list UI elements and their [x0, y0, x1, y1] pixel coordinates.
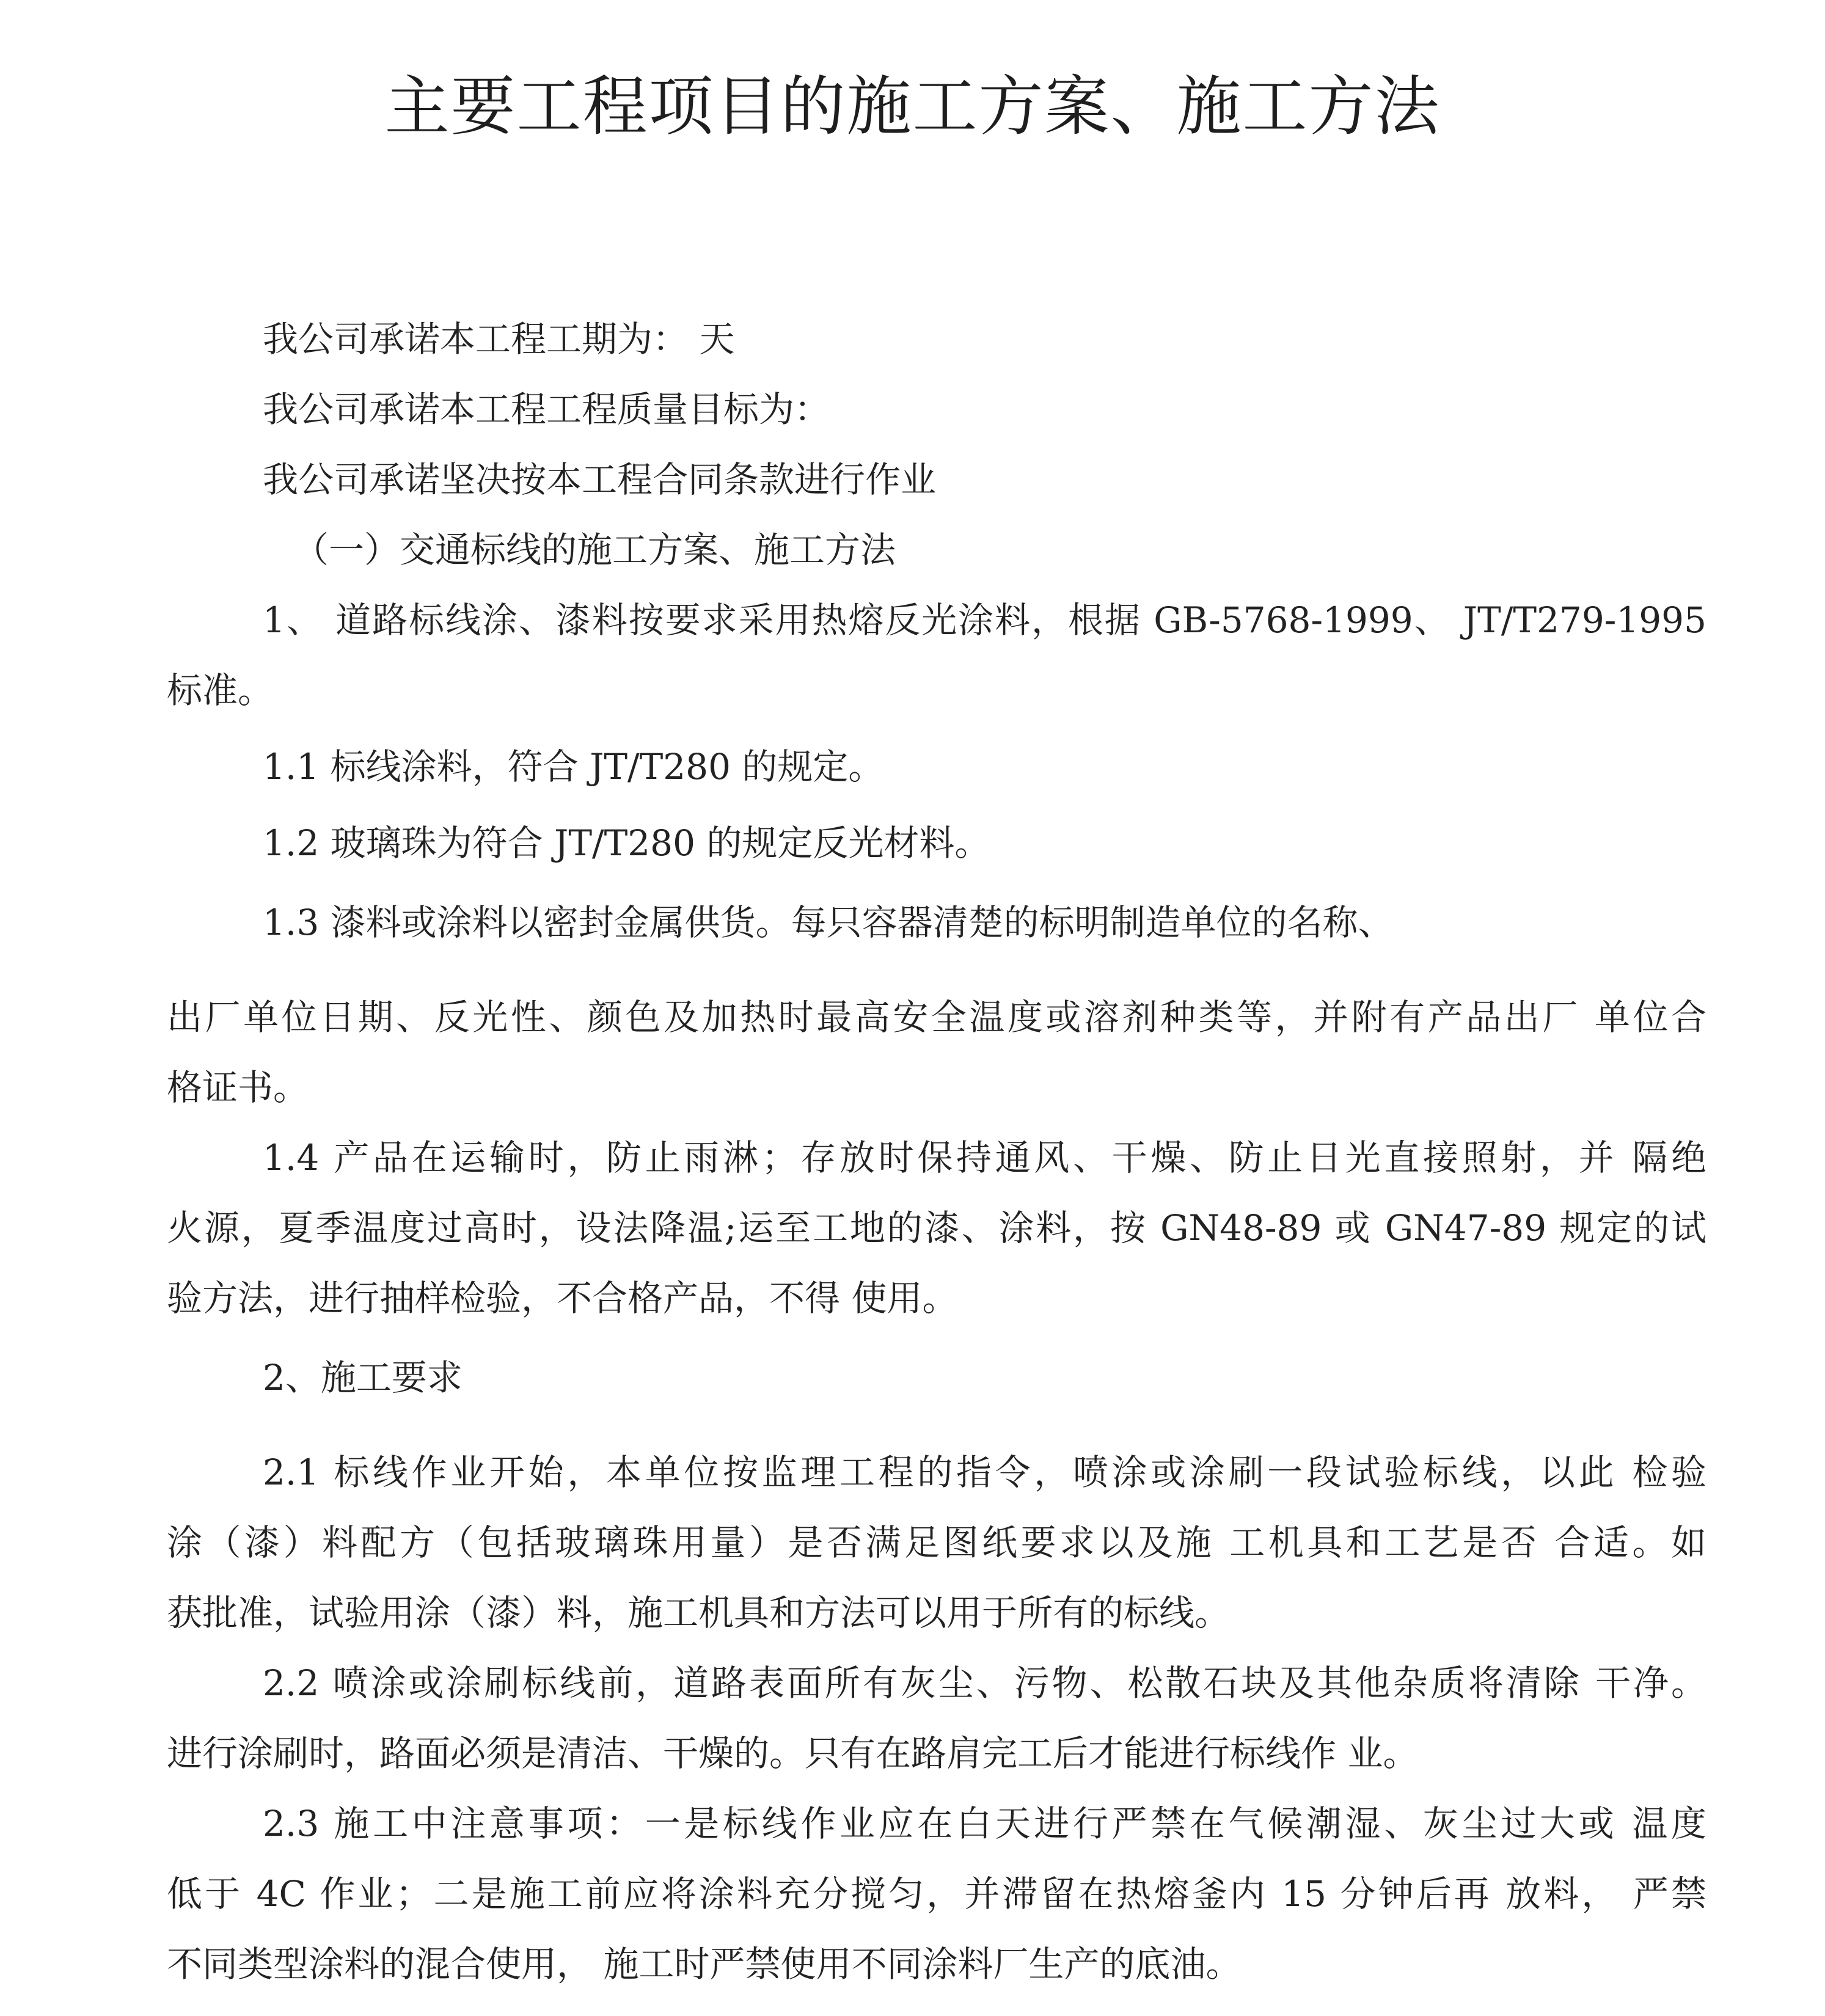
paragraph-line: 标准。	[167, 670, 274, 711]
page-title: 主要工程项目的施工方案、施工方法	[384, 69, 1441, 144]
paragraph-line: 进行涂刷时，路面必须是清洁、干燥的。只有在路肩完工后才能进行标线作 业。	[167, 1733, 1419, 1774]
paragraph-line: 1、 道路标线涂、漆料按要求采用热熔反光涂料，根据 GB-5768-1999、 JT/T279-1995	[263, 599, 1706, 641]
paragraph-line: 出厂单位日期、反光性、颜色及加热时最高安全温度或溶剂种类等，并附有产品出厂 单位合	[167, 996, 1706, 1038]
paragraph-line: 1.1 标线涂料，符合 JT/T280 的规定。	[263, 746, 884, 787]
paragraph-line: 低于 4C 作业；二是施工前应将涂料充分搅匀，并滞留在热熔釜内 15 分钟后再 放料， 严禁	[167, 1873, 1706, 1915]
subsection-heading: 2、施工要求	[263, 1357, 463, 1398]
paragraph-line: 格证书。	[167, 1067, 309, 1108]
paragraph-line: 2.3 施工中注意事项：一是标线作业应在白天进行严禁在气候潮湿、灰尘过大或 温度	[263, 1803, 1706, 1844]
paragraph-line: 2.2 喷涂或涂刷标线前，道路表面所有灰尘、污物、松散石块及其他杂质将清除 干净。	[263, 1662, 1706, 1704]
paragraph-line: 获批准，试验用涂（漆）料，施工机具和方法可以用于所有的标线。	[167, 1592, 1231, 1634]
paragraph-line-quality: 我公司承诺本工程工程质量目标为：	[263, 389, 830, 430]
paragraph-line: 涂（漆）料配方（包括玻璃珠用量）是否满足图纸要求以及施 工机具和工艺是否 合适。如	[167, 1522, 1706, 1563]
paragraph-line: 1.2 玻璃珠为符合 JT/T280 的规定反光材料。	[263, 822, 990, 864]
paragraph-line: 2.1 标线作业开始，本单位按监理工程的指令，喷涂或涂刷一段试验标线，以此 检验	[263, 1452, 1706, 1493]
paragraph-line-duration: 我公司承诺本工程工期为： 天	[263, 318, 735, 360]
paragraph-line: 1.4 产品在运输时，防止雨淋；存放时保持通风、干燥、防止日光直接照射，并 隔绝	[263, 1137, 1706, 1178]
paragraph-line-contract: 我公司承诺坚决按本工程合同条款进行作业	[263, 459, 937, 500]
section-heading: （一）交通标线的施工方案、施工方法	[293, 529, 896, 571]
paragraph-line: 验方法，进行抽样检验，不合格产品，不得 使用。	[167, 1277, 958, 1319]
paragraph-line: 火源，夏季温度过高时，设法降温;运至工地的漆、涂料，按 GN48-89 或 GN47-89 规定的试	[167, 1207, 1706, 1249]
paragraph-line: 不同类型涂料的混合使用， 施工时严禁使用不同涂料厂生产的底油。	[167, 1943, 1242, 1985]
paragraph-line: 1.3 漆料或涂料以密封金属供货。每只容器清楚的标明制造单位的名称、	[263, 902, 1394, 943]
